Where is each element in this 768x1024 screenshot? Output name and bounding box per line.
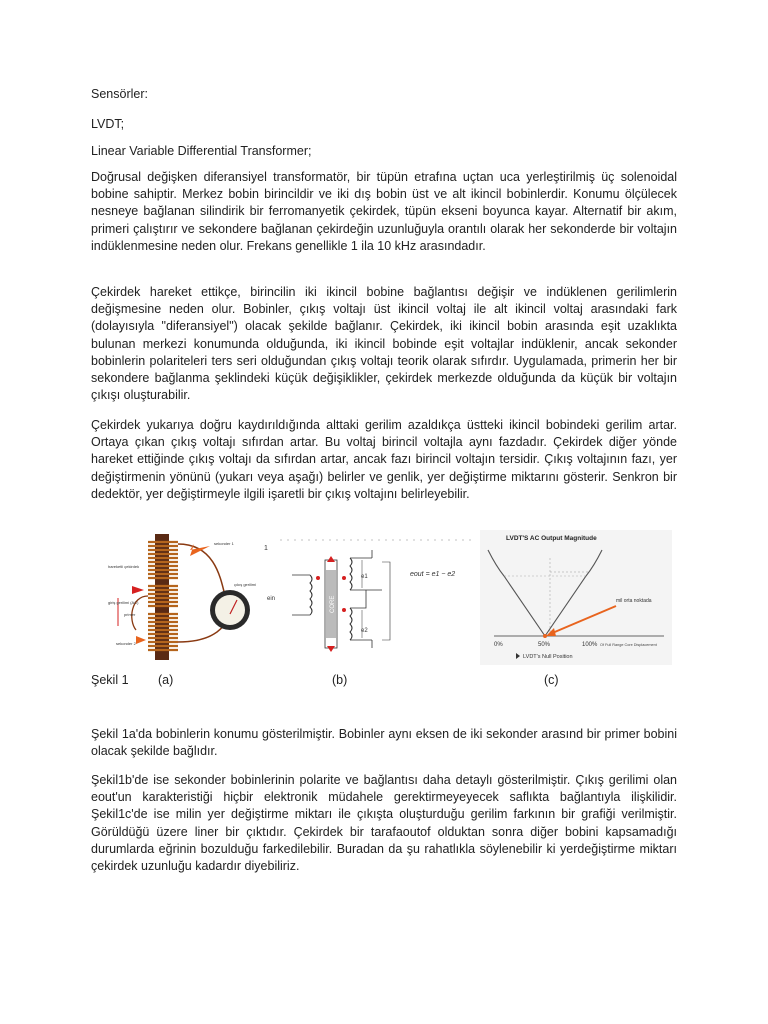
label-input: giriş gerilimi (AC) — [108, 600, 139, 605]
figure-label-c: (c) — [544, 673, 559, 687]
label-sekonder-2: sekonder 2 — [116, 641, 136, 646]
paragraph-1: Doğrusal değişken diferansiyel transformatör, bir tüpün etrafına uçtan uca yerleştirilmiş üç solenoidal bobine sahiptir. Merkez bobin birincildir ve iki dış bobin üst ve alt ikincil bobinlerdir. Konumu ölçülecek nesneye bağlanan silindirik bir ferromanyetik çekirdek, tüpün ekseni boyunca kayar. Alternatif bir akım, primeri çalıştırır ve sekondere bağlanan çekirdeğin uzunluğuyla orantılı olarak her sekonderde bir voltajın indüklenmesine neden olur. Frekans genellikle 1 ila 10 kHz arasındadır. — [91, 170, 677, 253]
label-meter: çıkış gerilimi — [234, 582, 257, 587]
figure-caption: Şekil 1 — [91, 673, 129, 687]
tick-0: 0% — [494, 642, 503, 648]
label-e2: e2 — [361, 628, 368, 634]
figure-number: 1 — [264, 545, 268, 552]
paragraph-3: Çekirdek yukarıya doğru kaydırıldığında alttaki gerilim azaldıkça üstteki ikincil bobindeki gerilim artar. Ortaya çıkan çıkış voltajı sıfırdan artar. Bu voltaj birincil voltajla aynı fazdadır. Çekirdek diğer yönde hareket ettiğinde çıkış voltajı da sıfırdan artar, ancak fazı birincil voltajın tersidir. Çıkış voltajının fazı, yer değiştirmenin yönünü (yukarı veya aşağı) belirler ve genlik, yer değiştirme miktarını gösterir. Senkron bir dedektör, yer değiştirmeyle ilgili işaretli bir çıkış voltajını belirleyebilir. — [91, 418, 677, 501]
paragraph-4: Şekil 1a'da bobinlerin konumu gösterilmiştir. Bobinler aynı eksen de iki sekonder arasınd bir primer bobini olacak şekilde bağlıdır. — [91, 727, 677, 759]
label-e1: e1 — [361, 574, 368, 580]
sensor-full-name: Linear Variable Differential Transformer; — [91, 144, 312, 158]
figure-1c-output-graph — [480, 530, 672, 665]
figure-label-b: (b) — [332, 673, 348, 687]
annotation-mid-point: mil orta noktada — [616, 598, 652, 604]
paragraph-2: Çekirdek hareket ettikçe, birincilin iki ikincil bobine bağlantısı değişir ve indüklenen gerilimlerin değişmesine neden olur. Bobinler, çıkış voltajı üst ikincil voltaj ile alt ikincil voltaj arasındaki fark (dolayısıyla "diferansiyel") olacak şekilde bağlanır. Çekirdek, iki ikincil bobin arasında eşit uzaklıkta bulunan merkezi konumunda olduğunda, iki ikincil bobinde eşit voltajlar indüklenir, ancak sekonder bobinlerin polariteleri ters seri olduğundan çıkış voltajı teorik olarak sıfırdır. Uygulamada, primerin her bir sekondere bağlanma şeklindeki küçük değişiklikler, çekirdek merkezde olduğunda da küçük bir voltajın çıkışı oluşturabilir. — [91, 285, 677, 403]
tick-100: 100% — [582, 642, 598, 648]
axis-note: Of Full Range Core Displacement — [600, 643, 657, 647]
tick-50: 50% — [538, 642, 551, 648]
figure-label-a: (a) — [158, 673, 174, 687]
label-core: hareketli çekirdek — [108, 564, 140, 569]
section-title: Sensörler: — [91, 87, 148, 101]
label-primer: primer — [124, 612, 136, 617]
figure-1a-coils — [106, 530, 258, 665]
output-equation: eout = e1 − e2 — [410, 571, 456, 578]
label-core-b: CORE — [330, 595, 336, 613]
null-position-label: LVDT's Null Position — [523, 654, 573, 660]
paragraph-5: Şekil1b'de ise sekonder bobinlerinin polarite ve bağlantısı daha detaylı gösterilmiştir. Çıkış gerilimi olan eout'un karakteristiği hiçbir elektronik müdahele gerektirmeyeyecek saflıkta bağlantıyla ilişkilidir. Şekil1c'de ise milin yer değiştirme miktarı ile çıkışta oluşturduğu gerilim farkının bir grafiği verilmiştir. Görüldüğü üzere liner bir çıktıdır. Çekirdek bir tarafaoutof olduktan sonra diğer bobini kapsamadığı durumlarda eğrinin bozulduğu farkedilebilir. Buradan da şu rahatlıkla söylenebilir ki yerdeğiştirme miktarı çekirdek uzunluğu kadardır diyebiliriz. — [91, 773, 677, 874]
sensor-abbreviation: LVDT; — [91, 117, 125, 131]
label-sekonder-1: sekonder 1 — [214, 541, 234, 546]
graph-title: LVDT'S AC Output Magnitude — [506, 535, 597, 542]
label-e-in: ein — [267, 596, 276, 602]
figure-1b-schematic — [262, 530, 480, 665]
